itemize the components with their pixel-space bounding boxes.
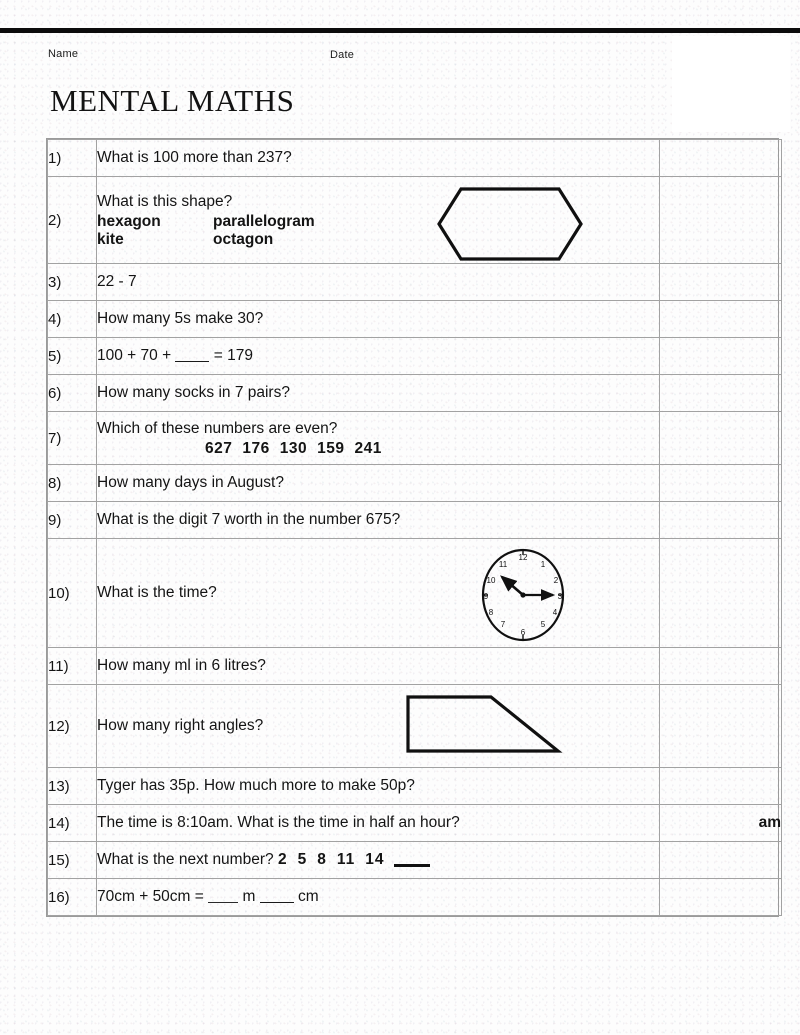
table-row — [48, 879, 782, 916]
answer-box[interactable] — [660, 502, 782, 539]
question-text: 22 - 7 — [97, 264, 660, 301]
question-text: What is the time? — [97, 583, 217, 601]
question-number: 2) — [48, 177, 97, 264]
question-text: Which of these numbers are even? — [97, 419, 338, 437]
svg-text:8: 8 — [488, 608, 494, 617]
answer-blank[interactable] — [175, 361, 209, 362]
question-text: How many ml in 6 litres? — [97, 648, 660, 685]
question-cell-even-numbers — [97, 412, 660, 465]
table-row — [48, 338, 782, 375]
question-text: What is 100 more than 237? — [97, 140, 660, 177]
option-kite[interactable]: kite — [97, 231, 124, 249]
number-choice[interactable]: 159 — [317, 440, 345, 458]
sequence-value: 11 — [336, 851, 356, 868]
number-choice[interactable]: 176 — [242, 440, 270, 458]
svg-text:4: 4 — [552, 608, 558, 617]
question-cell-shape — [97, 177, 660, 264]
top-black-bar — [0, 28, 800, 33]
svg-text:5: 5 — [540, 620, 546, 629]
sequence-value: 5 — [297, 851, 308, 868]
option-parallelogram[interactable]: parallelogram — [213, 213, 315, 231]
question-text: What is the next number? — [97, 851, 274, 868]
answer-box[interactable] — [660, 177, 782, 264]
blank-white-box — [672, 36, 790, 132]
table-row — [48, 301, 782, 338]
question-number: 16) — [48, 879, 97, 916]
table-row — [48, 375, 782, 412]
question-number: 3) — [48, 264, 97, 301]
question-text: How many right angles? — [97, 716, 264, 734]
question-number: 14) — [48, 805, 97, 842]
question-text-after: cm — [293, 888, 319, 905]
option-octagon[interactable]: octagon — [213, 231, 274, 249]
question-text: What is this shape? — [97, 192, 233, 210]
question-cell-clock — [97, 539, 660, 648]
sequence-value: 14 — [365, 851, 385, 868]
table-row — [48, 539, 782, 648]
worksheet-table — [46, 138, 779, 917]
answer-blank[interactable] — [394, 864, 430, 867]
question-number: 15) — [48, 842, 97, 879]
table-row — [48, 502, 782, 539]
name-label: Name — [48, 48, 79, 60]
answer-box[interactable] — [660, 685, 782, 768]
shape-options-row-2 — [97, 231, 659, 249]
table-row — [48, 768, 782, 805]
svg-text:6: 6 — [520, 628, 526, 637]
question-number: 5) — [48, 338, 97, 375]
answer-box[interactable] — [660, 768, 782, 805]
svg-text:12: 12 — [518, 553, 528, 562]
question-text: How many 5s make 30? — [97, 301, 660, 338]
question-number: 8) — [48, 465, 97, 502]
answer-box[interactable] — [660, 140, 782, 177]
sequence-numbers — [278, 851, 385, 868]
table-row — [48, 177, 782, 264]
shape-options-row-1 — [97, 213, 659, 231]
table-row — [48, 648, 782, 685]
answer-box[interactable] — [660, 301, 782, 338]
answer-box[interactable] — [660, 842, 782, 879]
answer-blank-cm[interactable] — [260, 902, 294, 903]
number-choices — [97, 440, 659, 458]
answer-blank-metres[interactable] — [208, 902, 238, 903]
answer-box[interactable] — [660, 375, 782, 412]
table-row — [48, 805, 782, 842]
answer-box[interactable] — [660, 264, 782, 301]
answer-box[interactable] — [660, 879, 782, 916]
question-number: 11) — [48, 648, 97, 685]
question-number: 9) — [48, 502, 97, 539]
date-label: Date — [330, 49, 355, 61]
question-text-mid: m — [238, 888, 260, 905]
svg-text:9: 9 — [483, 592, 489, 601]
number-choice[interactable]: 130 — [279, 440, 308, 458]
question-number: 6) — [48, 375, 97, 412]
question-text: What is the digit 7 worth in the number 675? — [97, 502, 660, 539]
table-row — [48, 140, 782, 177]
option-hexagon[interactable]: hexagon — [97, 213, 161, 231]
answer-box[interactable] — [660, 465, 782, 502]
table-row — [48, 412, 782, 465]
question-number: 1) — [48, 140, 97, 177]
answer-box[interactable] — [660, 338, 782, 375]
number-choice[interactable]: 627 — [205, 440, 233, 458]
question-number: 7) — [48, 412, 97, 465]
question-cell-fill-blank — [97, 338, 660, 375]
question-number: 12) — [48, 685, 97, 768]
svg-text:7: 7 — [500, 620, 506, 629]
question-number: 4) — [48, 301, 97, 338]
question-text: How many socks in 7 pairs? — [97, 375, 660, 412]
question-text: Tyger has 35p. How much more to make 50p? — [97, 768, 660, 805]
sequence-value: 8 — [317, 851, 327, 868]
question-cell-right-angles — [97, 685, 660, 768]
answer-box[interactable] — [660, 539, 782, 648]
question-number: 13) — [48, 768, 97, 805]
question-text-after: = 179 — [209, 347, 253, 364]
question-text: How many days in August? — [97, 465, 660, 502]
sequence-value: 2 — [277, 851, 288, 868]
svg-text:1: 1 — [540, 560, 546, 569]
answer-box[interactable] — [660, 412, 782, 465]
table-row — [48, 842, 782, 879]
question-text-before: 100 + 70 + — [97, 347, 176, 364]
question-text-before: 70cm + 50cm = — [97, 888, 209, 905]
answer-box[interactable] — [660, 648, 782, 685]
svg-text:3: 3 — [557, 592, 563, 601]
svg-text:10: 10 — [486, 576, 496, 585]
svg-text:11: 11 — [498, 560, 508, 569]
question-cell-units — [97, 879, 660, 916]
svg-text:2: 2 — [553, 576, 559, 585]
table-row — [48, 465, 782, 502]
page-title: MENTAL MATHS — [50, 83, 295, 118]
answer-box-am[interactable]: am — [660, 805, 782, 842]
table-row — [48, 685, 782, 768]
question-cell-sequence — [97, 842, 660, 879]
number-choice[interactable]: 241 — [354, 440, 382, 458]
question-text: The time is 8:10am. What is the time in half an hour? — [97, 805, 660, 842]
table-row — [48, 264, 782, 301]
question-number: 10) — [48, 539, 97, 648]
